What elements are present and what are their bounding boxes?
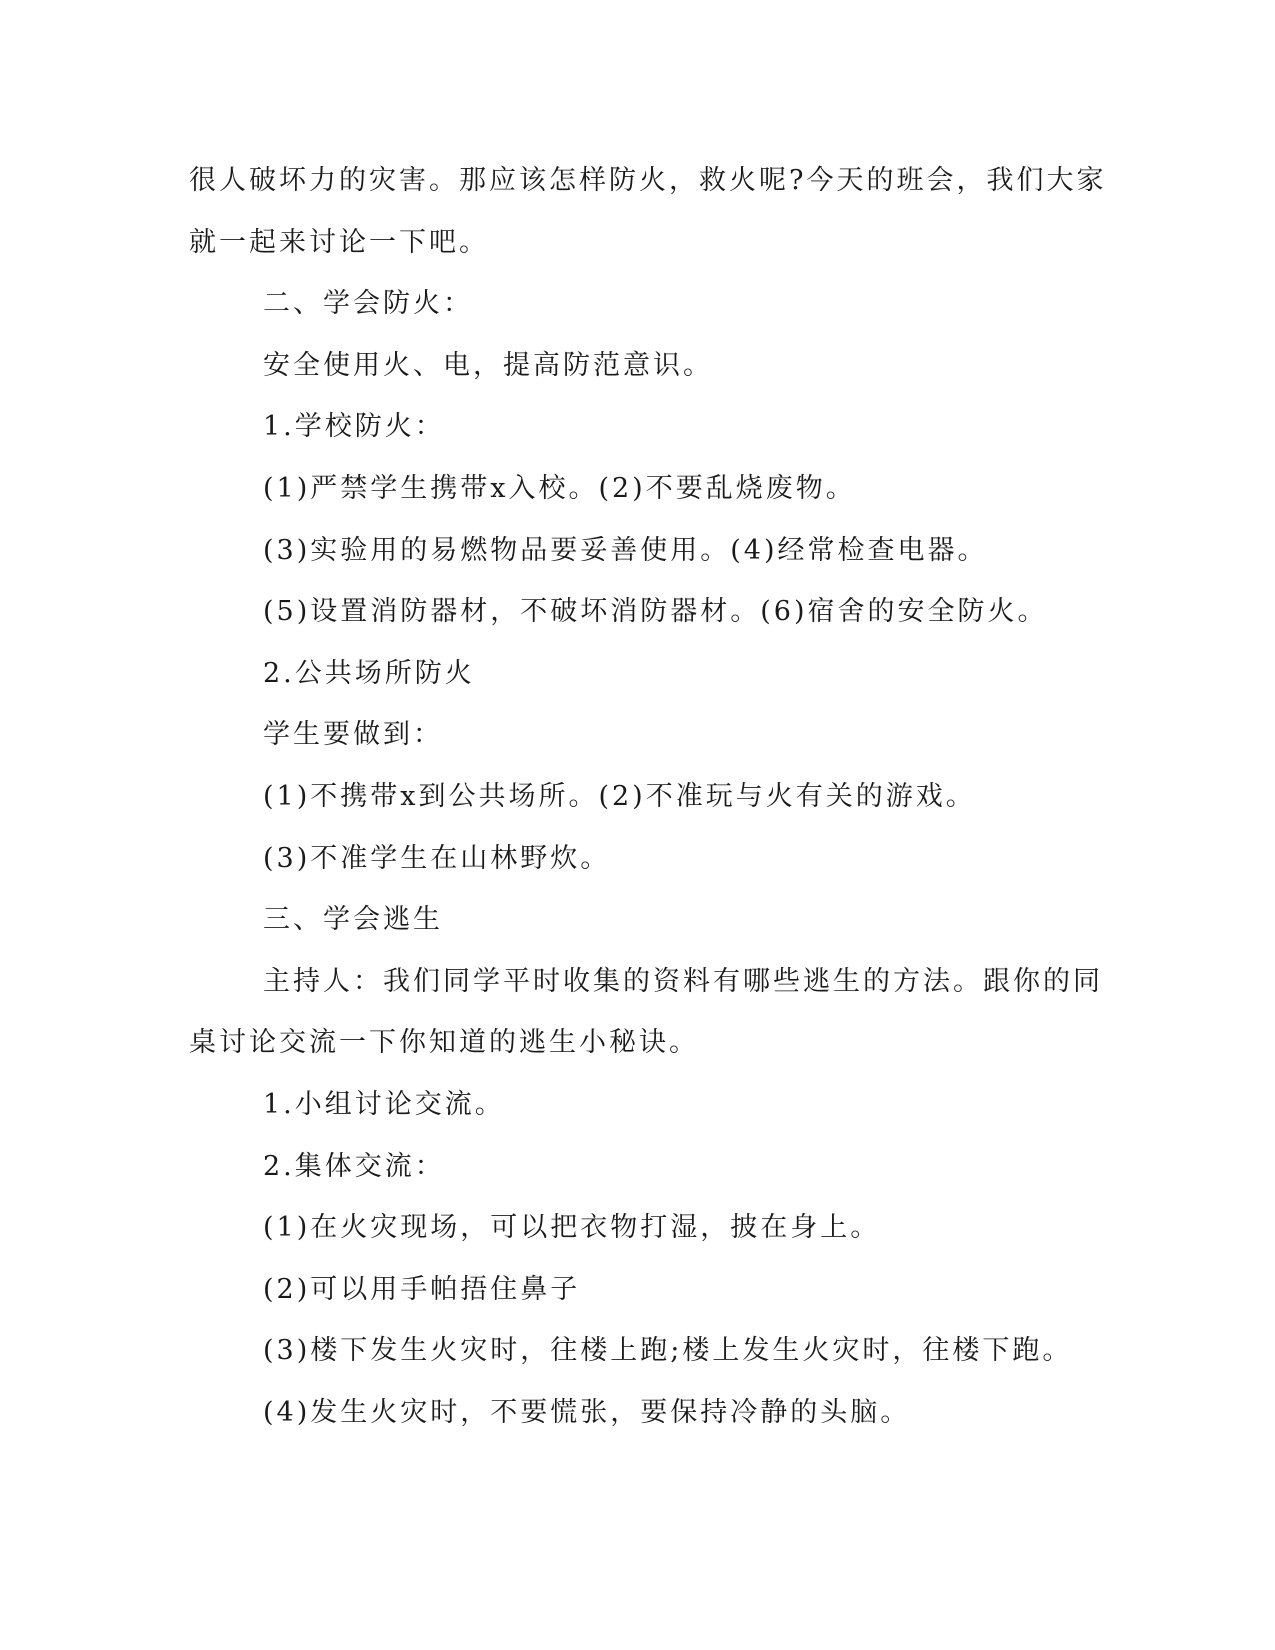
paragraph-line: 就一起来讨论一下吧。 [189, 226, 489, 258]
list-item: (4)发生火灾时，不要慌张，要保持冷静的头脑。 [263, 1396, 911, 1428]
document-body [189, 158, 1107, 1451]
list-item: (2)可以用手帕捂住鼻子 [263, 1273, 581, 1305]
paragraph-line: 桌讨论交流一下你知道的逃生小秘诀。 [189, 1027, 699, 1059]
list-item: (1)严禁学生携带x入校。(2)不要乱烧废物。 [263, 472, 856, 504]
paragraph-line: 学生要做到： [263, 719, 443, 751]
section-heading: 三、学会逃生 [263, 904, 443, 936]
list-item: (5)设置消防器材，不破坏消防器材。(6)宿舍的安全防火。 [263, 596, 1048, 628]
list-item: (3)不准学生在山林野炊。 [263, 842, 611, 874]
subsection-heading: 2.公共场所防火 [263, 657, 475, 689]
section-heading: 二、学会防火： [263, 288, 473, 320]
list-item: 1.小组讨论交流。 [263, 1088, 505, 1120]
paragraph-line: 主持人：我们同学平时收集的资料有哪些逃生的方法。跟你的同 [263, 965, 1103, 997]
paragraph-line: 很人破坏力的灾害。那应该怎样防火，救火呢?今天的班会，我们大家 [189, 165, 1107, 196]
subsection-heading: 1.学校防火： [263, 411, 445, 443]
list-item: (3)楼下发生火灾时，往楼上跑;楼上发生火灾时，往楼下跑。 [263, 1335, 1073, 1367]
paragraph-line: 安全使用火、电，提高防范意识。 [263, 349, 713, 381]
list-item: (1)不携带x到公共场所。(2)不准玩与火有关的游戏。 [263, 780, 976, 812]
list-item: (3)实验用的易燃物品要妥善使用。(4)经常检查电器。 [263, 534, 988, 566]
list-item: (1)在火灾现场，可以把衣物打湿，披在身上。 [263, 1212, 881, 1244]
subsection-heading: 2.集体交流： [263, 1150, 445, 1182]
